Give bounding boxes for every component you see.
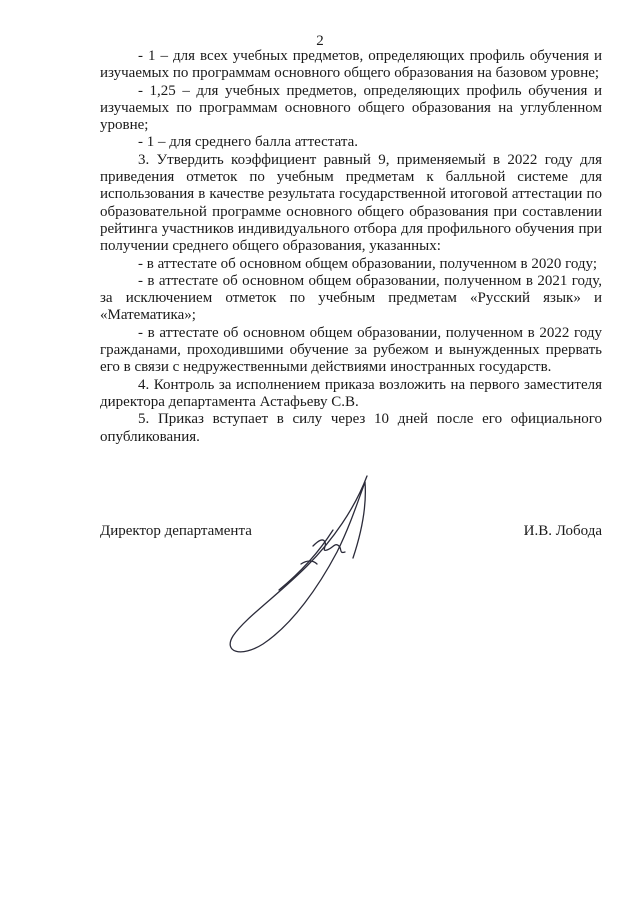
signer-name: И.В. Лобода <box>523 523 602 539</box>
paragraph-2020: - в аттестате об основном общем образовании, полученном в 2020 году; <box>138 255 598 272</box>
paragraph-2022: - в аттестате об основном общем образовании, полученном в 2022 году гражданами, проходившими обучение за рубежом и вынужденных прервать его в связи с недружественными действиями иностранных государств. <box>100 324 602 376</box>
paragraph-coef-basic: - 1 – для всех учебных предметов, определяющих профиль обучения и изучаемых по программам основного общего образования на базовом уровне; <box>100 48 602 82</box>
paragraph-2021: - в аттестате об основном общем образовании, полученном в 2021 году, за исключением отметок по учебным предметам «Русский язык» и «Математика»; <box>100 272 602 324</box>
page-number: 2 <box>316 33 324 49</box>
paragraph-coef-average: - 1 – для среднего балла аттестата. <box>138 134 358 151</box>
paragraph-item-3: 3. Утвердить коэффициент равный 9, применяемый в 2022 году для приведения отметок по учебным предметам к балльной системе для использования в качестве результата государственной итоговой аттестации по образовательной программе основного общего образования при составлении рейтинга участников индивидуального отбора для профильного обучения при получении среднего общего образования, указанных: <box>100 151 602 255</box>
handwritten-signature <box>215 468 415 658</box>
position-title: Директор департамента <box>100 523 252 539</box>
paragraph-coef-advanced: - 1,25 – для учебных предметов, определяющих профиль обучения и изучаемых по программам основного общего образования на углубленном уровне; <box>100 82 602 134</box>
paragraph-item-5: 5. Приказ вступает в силу через 10 дней после его официального опубликования. <box>100 411 602 445</box>
document-body <box>100 48 602 446</box>
paragraph-item-4: 4. Контроль за исполнением приказа возложить на первого заместителя директора департамента Астафьеву С.В. <box>100 376 602 410</box>
